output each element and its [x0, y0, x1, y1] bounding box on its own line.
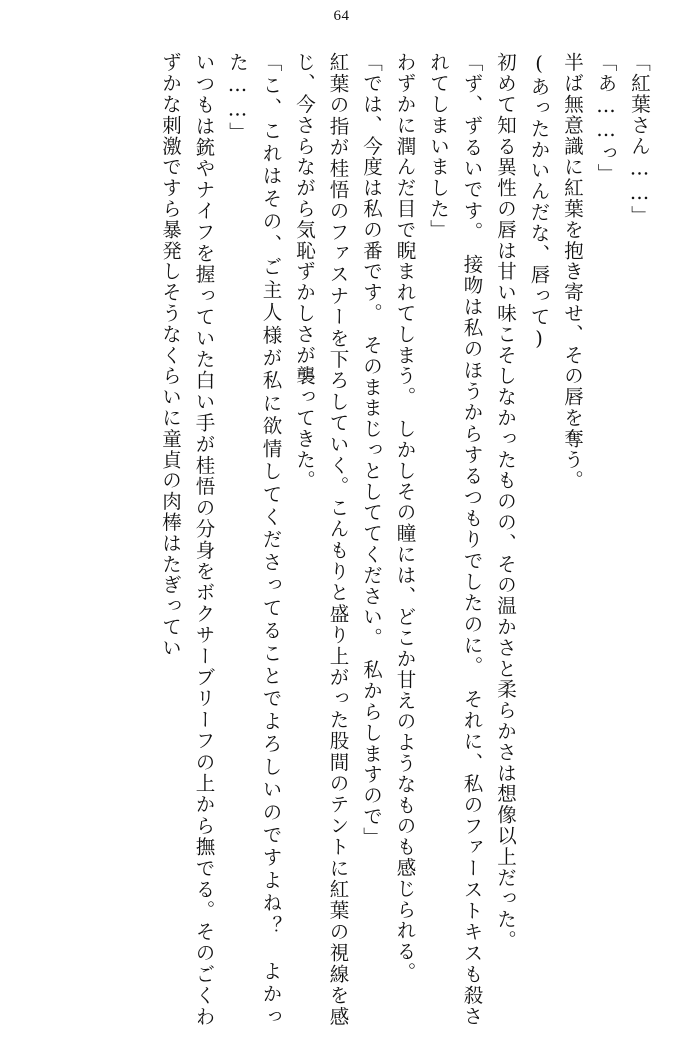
paragraph: 初めて知る異性の唇は甘い味こそしなかったものの、その温かさと柔らかさは想像以上だった。 [494, 52, 517, 951]
paragraph: 「ず、ずるいです。 接吻は私のほうからするつもりでしたのに。 それに、私のファーストキスも殺されてしまいました」 [427, 52, 484, 1027]
paragraph: 紅葉の指が桂悟のファスナーを下ろしていく。こんもりと盛り上がった股間のテントに紅葉の視線を感じ、今さらながら気恥ずかしさが襲ってきた。 [293, 52, 350, 1027]
paragraph: 「紅葉さん……」 [628, 52, 651, 227]
paragraph: 「こ、これはその、ご主人様が私に欲情してくださってることでよろしいのですよね？ よかった……」 [226, 52, 283, 1027]
paragraph: 「あ……っ」 [594, 52, 618, 185]
paragraph: 半ば無意識に紅葉を抱き寄せ、その唇を奪う。 [561, 52, 584, 491]
paragraph: 「では、今度は私の番です。 そのままじっとしててください。 私からしますので」 [360, 52, 383, 848]
paragraph: わずかに潤んだ目で睨まれてしまう。 しかしその瞳には、どこか甘えのようなものも感じられる。 [393, 52, 417, 983]
page-number: 64 [333, 8, 350, 24]
paragraph: (あったかいんだな、唇って) [527, 52, 551, 352]
page-body-text [28, 52, 656, 1027]
paragraph: いつもは銃やナイフを握っていた白い手が桂悟の分身をボクサーブリーフの上から撫でる。そのごくわずかな刺激ですら暴発しそうなくらいに童貞の肉棒はたぎってい [159, 52, 216, 1027]
